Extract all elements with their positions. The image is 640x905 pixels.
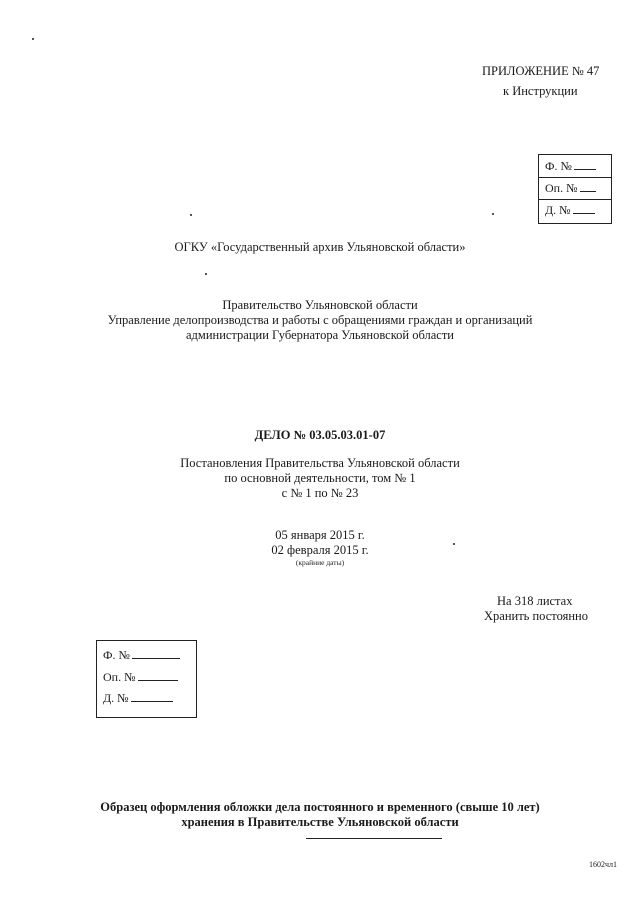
- caption-line-2: хранения в Правительстве Ульяновской области: [181, 815, 459, 829]
- organization-line-2: Управление делопроизводства и работы с обращениями граждан и организаций: [107, 313, 533, 327]
- document-code: 1602чл1: [589, 860, 618, 869]
- inventory-number-label-bottom: Оп. №: [103, 670, 178, 684]
- case-number-label: Д. №: [545, 203, 595, 217]
- case-title-line-1: Постановления Правительства Ульяновской области: [180, 456, 460, 470]
- organization-line-3: администрации Губернатора Ульяновской области: [186, 328, 454, 342]
- date-range-note: (крайние даты): [295, 558, 345, 567]
- case-number-label-bottom: Д. №: [103, 691, 173, 705]
- caption-underline: [306, 838, 442, 839]
- case-title-line-2: по основной деятельности, том № 1: [224, 471, 416, 485]
- case-number: ДЕЛО № 03.05.03.01-07: [254, 428, 386, 442]
- inventory-number-label: Оп. №: [545, 181, 596, 195]
- scan-speck: [32, 38, 34, 40]
- caption-line-1: Образец оформления обложки дела постоянного и временного (свыше 10 лет): [100, 800, 540, 814]
- archive-code-box-bottom: [96, 640, 197, 718]
- case-title-line-3: с № 1 по № 23: [281, 486, 359, 500]
- storage-term: Хранить постоянно: [484, 609, 588, 623]
- scan-speck: [205, 273, 207, 275]
- scan-speck: [492, 213, 494, 215]
- fund-number-label-bottom: Ф. №: [103, 648, 180, 662]
- fund-number-label: Ф. №: [545, 159, 596, 173]
- appendix-number: ПРИЛОЖЕНИЕ № 47: [482, 64, 600, 78]
- organization-line-1: Правительство Ульяновской области: [222, 298, 418, 312]
- scan-speck: [453, 543, 455, 545]
- scan-speck: [190, 214, 192, 216]
- sheet-count: На 318 листах: [497, 594, 573, 608]
- archive-name: ОГКУ «Государственный архив Ульяновской области»: [174, 240, 466, 254]
- end-date: 02 февраля 2015 г.: [271, 543, 369, 557]
- archive-code-box-top: [538, 154, 612, 224]
- appendix-instruction: к Инструкции: [503, 84, 578, 98]
- start-date: 05 января 2015 г.: [275, 528, 365, 542]
